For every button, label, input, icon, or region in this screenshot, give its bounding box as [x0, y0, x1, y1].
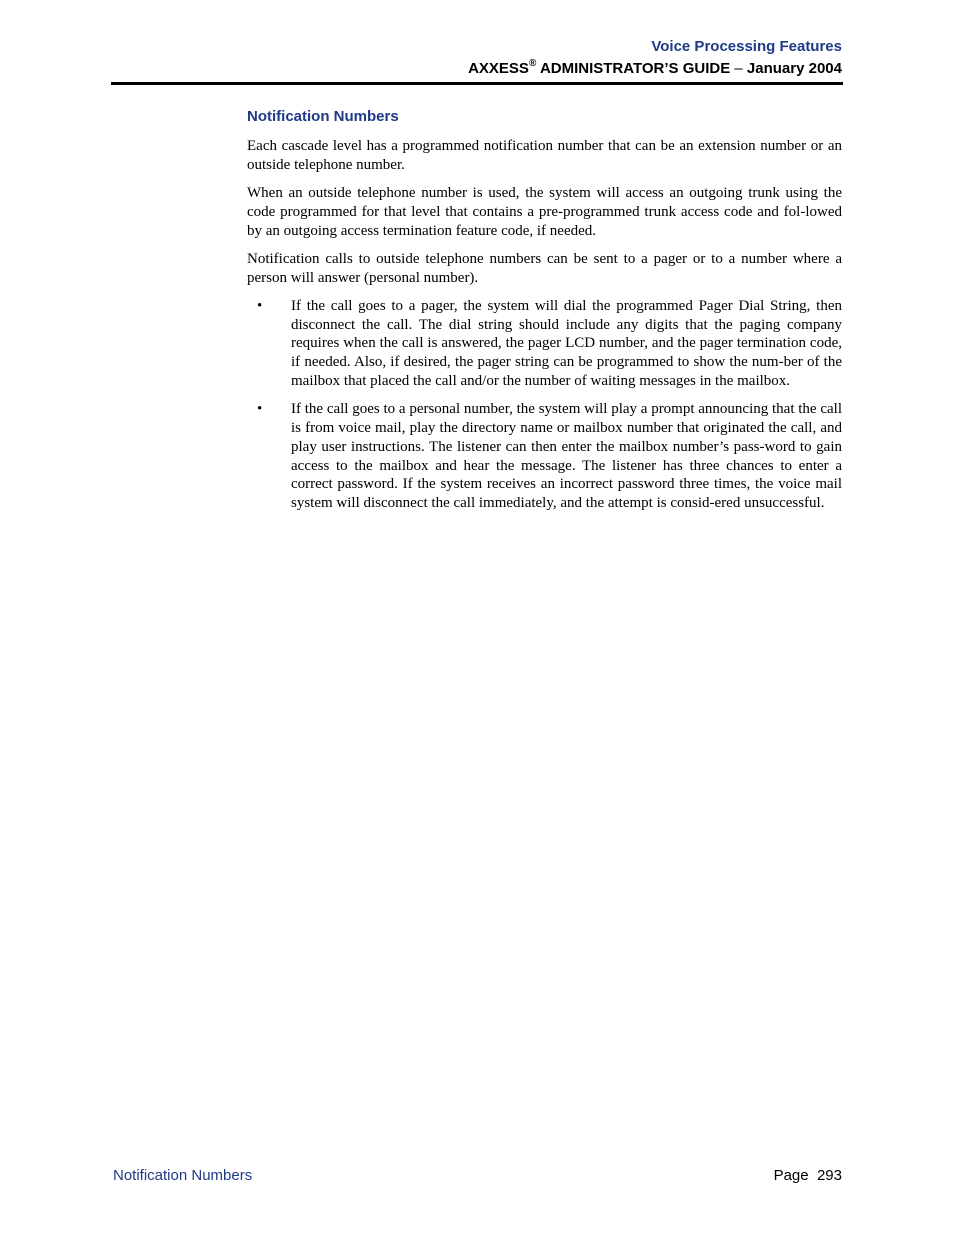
guide-date: January 2004 — [746, 60, 842, 77]
bullet-list — [247, 297, 842, 513]
registered-mark: ® — [528, 58, 537, 69]
guide-brand: AXXESS — [468, 60, 529, 77]
footer-page-number — [774, 1167, 842, 1184]
footer-section-name: Notification Numbers — [113, 1167, 253, 1184]
page-number: 293 — [816, 1167, 842, 1184]
guide-title: ADMINISTRATOR’S GUIDE — [539, 60, 731, 77]
bullet-item-pager — [247, 297, 842, 391]
header-divider — [111, 82, 843, 85]
main-content — [247, 107, 842, 522]
running-header-guide-title — [468, 59, 842, 77]
bullet-icon: • — [257, 297, 263, 314]
guide-separator: – — [734, 60, 743, 77]
page-label: Page — [773, 1167, 809, 1184]
bullet-text: If the call goes to a pager, the system will dial the programmed Pager Dial String, then disconnect the call. The dial string should include any digits that the paging company requires when the call is answered, the pager LCD number, and the pager termination code, if needed. Also, if desired, the pager string can be programmed to show the num-ber of the mailbox that placed the call and/or the number of waiting messages in the mailbox. — [291, 297, 842, 389]
body-paragraph-1: Each cascade level has a programmed notification number that can be an extension number or an outside telephone number. — [247, 138, 842, 173]
section-heading: Notification Numbers — [247, 108, 399, 125]
bullet-text: If the call goes to a personal number, the system will play a prompt announcing that the call is from voice mail, play the directory name or mailbox number that originated the call, and play user instructions. The listener can then enter the mailbox number’s pass-word to gain access to the mailbox and hear the message. The listener has three chances to enter a correct password. If the system receives an incorrect password three times, the voice mail system will disconnect the call immediately, and the attempt is consid-ered unsuccessful. — [291, 401, 842, 512]
body-paragraph-2: When an outside telephone number is used, the system will access an outgoing trunk using the code programmed for that level that contains a pre-programmed trunk access code and fol-lowed by an outgoing access termination feature code, if needed. — [247, 184, 842, 239]
running-header-section-title: Voice Processing Features — [651, 38, 842, 55]
bullet-item-personal-number — [247, 400, 842, 513]
body-paragraph-3: Notification calls to outside telephone numbers can be sent to a pager or to a number where a person will answer (personal number). — [247, 250, 842, 286]
bullet-icon: • — [257, 401, 263, 418]
